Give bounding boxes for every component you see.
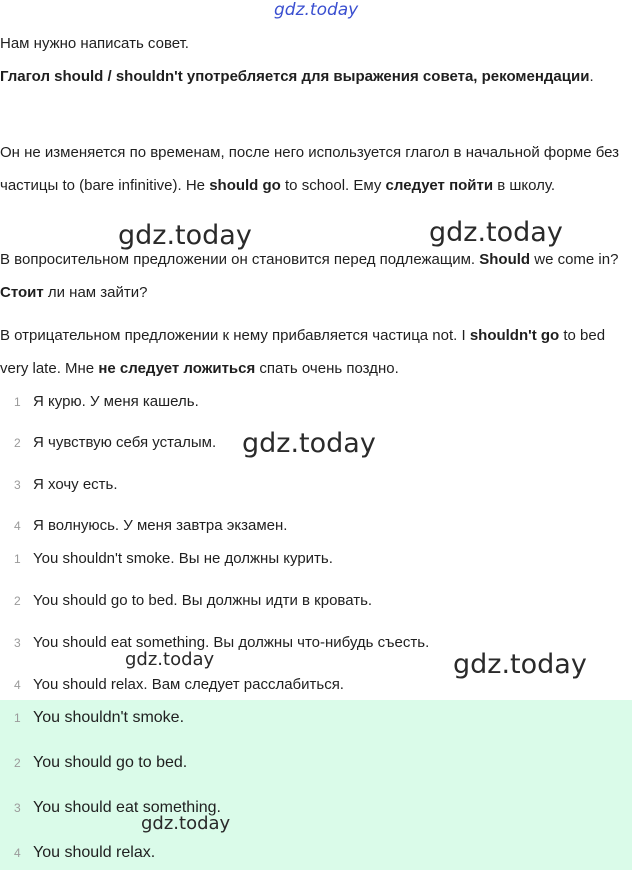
rule2-bold-1: should go: [209, 177, 281, 194]
item-number: 4: [14, 678, 21, 692]
item-text: You should relax.: [33, 844, 156, 861]
rule4-bold-2: не следует ложиться: [98, 360, 256, 377]
rule4-text-2: to bed very late. Мне: [0, 327, 606, 377]
item-text: Я чувствую себя усталым.: [33, 434, 217, 451]
item-text: You should eat something. Вы должны что-нибудь съесть.: [33, 634, 430, 651]
rule3-bold-2: Стоит: [0, 284, 44, 301]
list-item: [0, 589, 372, 613]
watermark: gdz.today: [125, 649, 215, 670]
rule2-text-1: Он не изменяется по временам, после него используется глагол в начальной форме без частицы to (bare infinitive). Не: [0, 144, 620, 194]
list-item: [0, 841, 155, 865]
intro-line: Нам нужно написать совет.: [0, 35, 189, 52]
list-item: [0, 631, 429, 655]
item-number: 3: [14, 478, 21, 492]
watermark: gdz.today: [118, 220, 252, 251]
list-item: [0, 431, 216, 455]
item-text: You should relax. Вам следует расслабиться.: [33, 676, 344, 693]
item-text: You shouldn't smoke.: [33, 709, 185, 726]
watermark: gdz.today: [242, 428, 376, 459]
list-item: [0, 673, 344, 697]
rule4-bold-1: shouldn't go: [469, 327, 560, 344]
watermark: gdz.today: [429, 217, 563, 248]
item-number: 3: [14, 636, 21, 650]
watermark: gdz.today: [453, 649, 587, 680]
answer-box: [0, 700, 632, 870]
list-item: [0, 706, 184, 730]
rule3-text-3: ли нам зайти?: [43, 284, 148, 301]
item-text: You should go to bed. Вы должны идти в кровать.: [33, 592, 373, 609]
list-item: [0, 473, 118, 497]
rule4-text-3: спать очень поздно.: [255, 360, 399, 377]
rule-should-tail: .: [589, 68, 594, 85]
item-number: 1: [14, 395, 21, 409]
item-text: You should eat something.: [33, 799, 221, 816]
rule3-bold-1: Should: [479, 251, 531, 268]
rule-no-tense-change: [0, 136, 628, 202]
item-text: Я хочу есть.: [33, 476, 118, 493]
item-text: You should go to bed.: [33, 754, 188, 771]
rule-should-usage: [0, 60, 628, 93]
list-item: [0, 514, 287, 538]
list-item: [0, 547, 333, 571]
rule4-text-1: В отрицательном предложении к нему прибавляется частица not. I: [0, 327, 470, 344]
rule3-text-1: В вопросительном предложении он становится перед подлежащим.: [0, 251, 480, 268]
item-number: 4: [14, 519, 21, 533]
rule-negative: [0, 319, 628, 385]
rule2-bold-2: следует пойти: [385, 177, 494, 194]
watermark-top: gdz.today: [274, 0, 359, 20]
list-item: [0, 390, 199, 414]
intro-text: [0, 27, 628, 60]
watermark: gdz.today: [141, 813, 231, 834]
rule2-text-3: в школу.: [493, 177, 556, 194]
item-text: Я курю. У меня кашель.: [33, 393, 199, 410]
item-text: Я волнуюсь. У меня завтра экзамен.: [33, 517, 288, 534]
item-number: 2: [14, 756, 21, 770]
item-number: 2: [14, 594, 21, 608]
rule-should-bold: Глагол should / shouldn't употребляется для выражения совета, рекомендации: [0, 68, 590, 85]
rule3-text-2: we come in?: [530, 251, 619, 268]
list-item: [0, 751, 187, 775]
item-number: 3: [14, 801, 21, 815]
item-number: 4: [14, 846, 21, 860]
item-number: 1: [14, 552, 21, 566]
item-number: 2: [14, 436, 21, 450]
item-number: 1: [14, 711, 21, 725]
rule-question: [0, 243, 628, 309]
rule2-text-2: to school. Ему: [280, 177, 386, 194]
item-text: You shouldn't smoke. Вы не должны курить.: [33, 550, 333, 567]
